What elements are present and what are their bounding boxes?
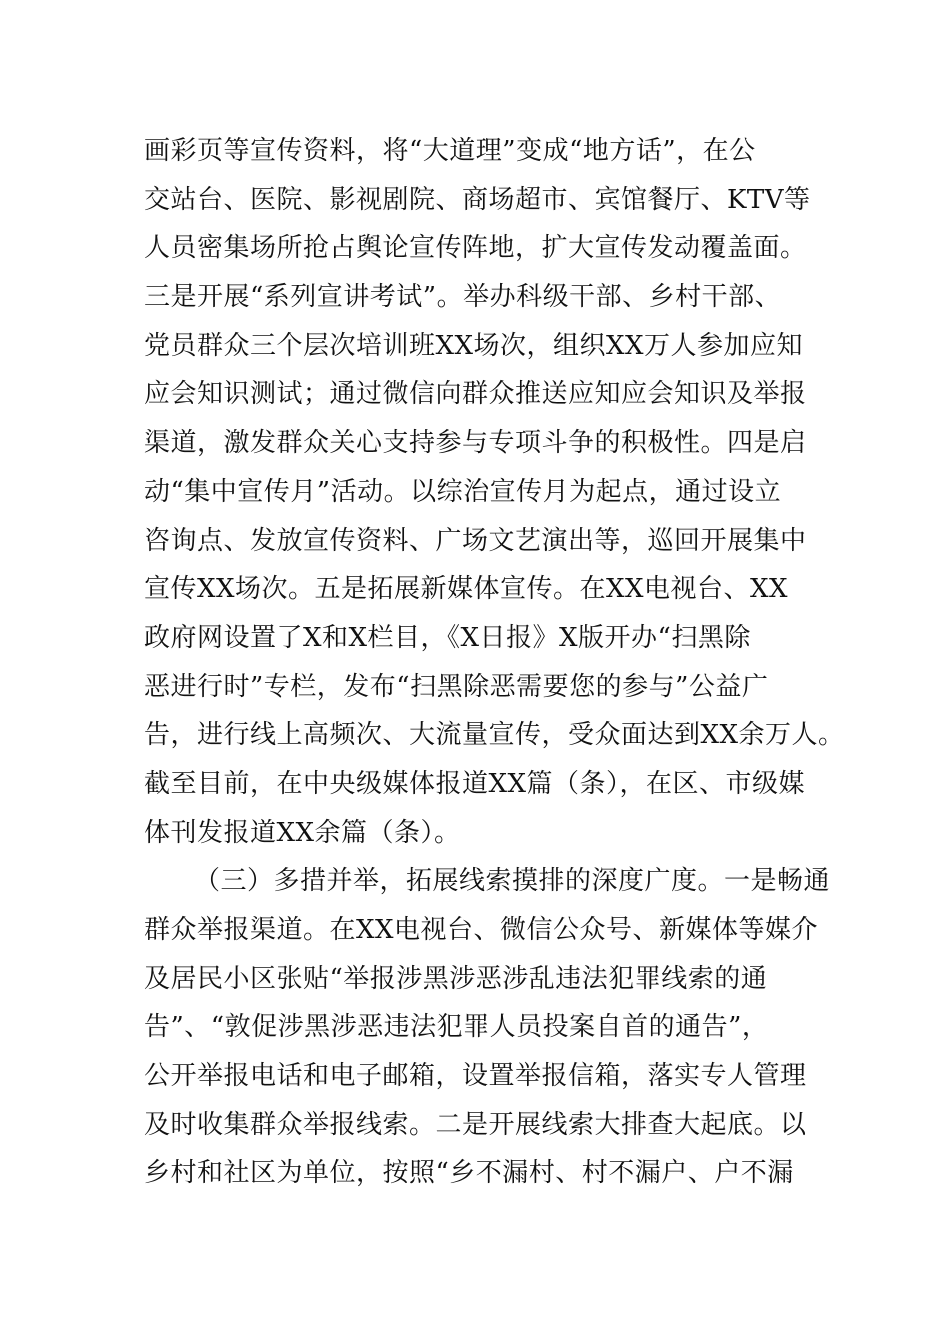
section-heading-line: （三）多措并举，拓展线索摸排的深度广度。一是畅通 <box>194 866 831 897</box>
document-body <box>144 127 845 1198</box>
text-line: 应会知识测试；通过微信向群众推送应知应会知识及举报 <box>144 379 807 410</box>
text-line: 恶进行时”专栏，发布“扫黑除恶需要您的参与”公益广 <box>144 671 769 702</box>
text-line: 体刊发报道XX余篇（条）。 <box>144 817 461 848</box>
text-line: 三是开展“系列宣讲考试”。举办科级干部、乡村干部、 <box>144 282 782 313</box>
text-line: 及时收集群众举报线索。二是开展线索大排查大起底。以 <box>144 1109 807 1140</box>
text-line: 截至目前，在中央级媒体报道XX篇（条），在区、市级媒 <box>144 768 806 799</box>
text-line: 人员密集场所抢占舆论宣传阵地，扩大宣传发动覆盖面。 <box>144 233 807 264</box>
text-line: 及居民小区张贴“举报涉黑涉恶涉乱违法犯罪线索的通 <box>144 963 768 994</box>
text-line: 渠道，激发群众关心支持参与专项斗争的积极性。四是启 <box>144 428 807 459</box>
text-line: 画彩页等宣传资料，将“大道理”变成“地方话”，在公 <box>144 136 756 166</box>
text-line: 乡村和社区为单位，按照“乡不漏村、村不漏户、户不漏 <box>144 1158 794 1189</box>
text-line: 告，进行线上高频次、大流量宣传，受众面达到XX余万人。 <box>144 720 845 751</box>
text-line: 宣传XX场次。五是拓展新媒体宣传。在XX电视台、XX <box>144 574 789 605</box>
text-line: 政府网设置了X和X栏目，《X日报》X版开办“扫黑除 <box>144 622 751 653</box>
text-line: 咨询点、发放宣传资料、广场文艺演出等，巡回开展集中 <box>144 525 807 556</box>
text-line: 公开举报电话和电子邮箱，设置举报信箱，落实专人管理 <box>144 1061 807 1092</box>
text-line: 群众举报渠道。在XX电视台、微信公众号、新媒体等媒介 <box>144 915 819 945</box>
text-line: 党员群众三个层次培训班XX场次，组织XX万人参加应知 <box>144 330 804 361</box>
text-line: 交站台、医院、影视剧院、商场超市、宾馆餐厅、KTV等 <box>144 184 811 215</box>
text-line: 告”、“敦促涉黑涉恶违法犯罪人员投案自首的通告”， <box>144 1012 769 1043</box>
text-line: 动“集中宣传月”活动。以综治宣传月为起点，通过设立 <box>144 476 782 507</box>
